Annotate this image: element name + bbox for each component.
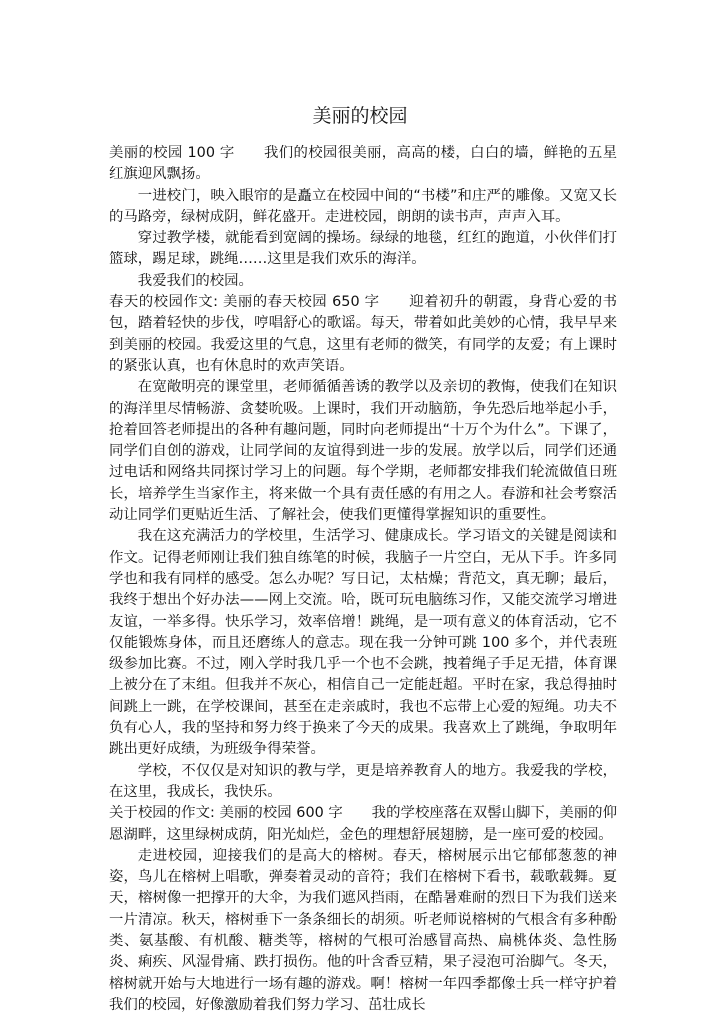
paragraph-7: 我在这充满活力的学校里，生活学习、健康成长。学习语文的关键是阅读和作文。记得老师刚让我们独自练笔的时候，我脑子一片空白，无从下手。许多同学也和我有同样的感受。怎么办呢？写日记，太枯燥；背范文，真无聊；最后，我终于想出个好办法——网上交流。哈，既可玩电脑练习作，又能交流学习增进友谊，一举多得。快乐学习，效率倍增！跳绳，是一项有意义的体育活动，它不仅能锻炼身体，而且还磨练人的意志。现在我一分钟可跳 100 多个，并代表班级参加比赛。不过，刚入学时我几乎一个也不会跳，拽着绳子手足无措，体育课上被分在了末组。但我并不灰心，相信自己一定能赶超。平时在家，我总得抽时间跳上一跳，在学校课间，甚至在走亲戚时，我也不忘带上心爱的短绳。功夫不负有心人，我的坚持和努力终于换来了今天的成果。我喜欢上了跳绳，争取明年跳出更好成绩，为班级争得荣誉。 [109,528,617,758]
document-title: 美丽的校园 [312,105,408,127]
document-body [109,143,617,1016]
paragraph-10: 走进校园，迎接我们的是高大的榕树。春天，榕树展示出它郁郁葱葱的神姿，鸟儿在榕树上唱歌，弹奏着灵动的音符；我们在榕树下看书，载歌载舞。夏天，榕树像一把撑开的大伞，为我们遮风挡雨，在酷暑难耐的烈日下为我们送来一片清凉。秋天，榕树垂下一条条细长的胡须。听老师说榕树的气根含有多种酚类、氨基酸、有机酸、糖类等，榕树的气根可治感冒高热、扁桃体炎、急性肠炎、痢疾、风湿骨痛、跌打损伤。他的叶含香豆精，果子浸泡可治脚气。冬天，榕树就开始与大地进行一场有趣的游戏。啊！榕树一年四季都像士兵一样守护着我们的校园，好像激励着我们努力学习、茁壮成长 [109,847,617,1013]
paragraph-6: 在宽敞明亮的课堂里，老师循循善诱的教学以及亲切的教悔，使我们在知识的海洋里尽情畅游、贪婪吮吸。上课时，我们开动脑筋，争先恐后地举起小手，抢着回答老师提出的各种有趣问题，同时向老师提出“十万个为什么”。下课了，同学们自创的游戏，让同学间的友谊得到进一步的发展。放学以后，同学们还通过电话和网络共同探讨学习上的问题。每个学期，老师都安排我们轮流做值日班长，培养学生当家作主，将来做一个具有责任感的有用之人。春游和社会考察活动让同学们更贴近生活、了解社会，使我们更懂得掌握知识的重要性。 [109,379,617,524]
paragraph-4: 我爱我们的校园。 [137,272,253,289]
paragraph-5: 春天的校园作文: 美丽的春天校园 650 字 迎着初升的朝霞，身背心爱的书包，踏着轻快的步伐，哼唱舒心的歌谣。每天，带着如此美妙的心情，我早早来到美丽的校园。我爱这里的气息，这里有老师的微笑，有同学的友爱；有上课时的紧张认真，也有休息时的欢声笑语。 [109,294,617,374]
paragraph-3: 穿过教学楼，就能看到宽阔的操场。绿绿的地毯，红红的跑道，小伙伴们打篮球，踢足球，跳绳……这里是我们欢乐的海洋。 [109,230,617,268]
paragraph-1: 美丽的校园 100 字 我们的校园很美丽，高高的楼，白白的墙，鲜艳的五星红旗迎风飘扬。 [109,145,617,183]
paragraph-8: 学校，不仅仅是对知识的教与学，更是培养教育人的地方。我爱我的学校，在这里，我成长，我快乐。 [109,762,617,800]
paragraph-2: 一进校门，映入眼帘的是矗立在校园中间的“书楼”和庄严的雕像。又宽又长的马路旁，绿树成阴，鲜花盛开。走进校园，朗朗的读书声，声声入耳。 [109,187,617,225]
paragraph-9: 关于校园的作文: 美丽的校园 600 字 我的学校座落在双髻山脚下，美丽的仰恩湖畔，这里绿树成荫，阳光灿烂，金色的理想舒展翅膀，是一座可爱的校园。 [109,805,617,843]
